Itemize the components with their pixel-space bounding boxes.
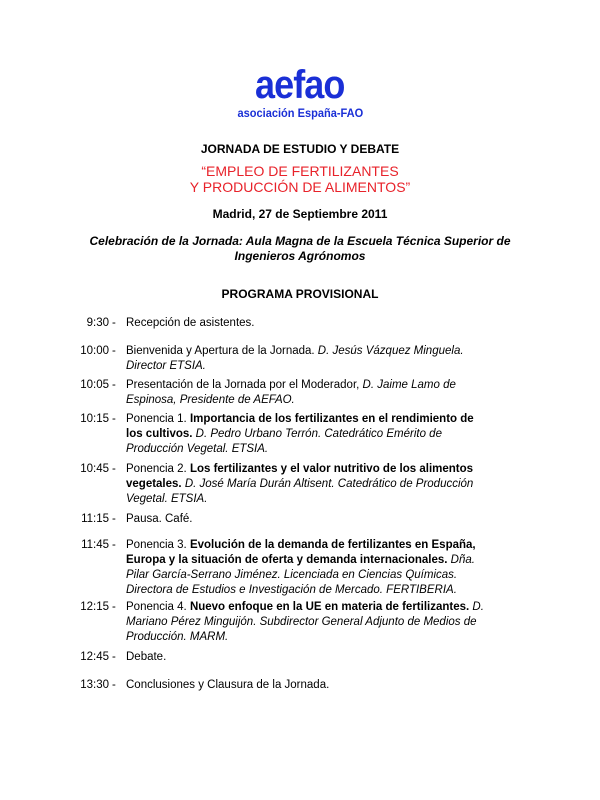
agenda-text-segment: D.	[472, 601, 484, 613]
agenda-text-segment: vegetales.	[126, 478, 185, 490]
agenda-line	[126, 359, 506, 374]
event-title	[0, 163, 600, 195]
agenda-text-segment: Pilar García-Serrano Jiménez. Licenciada en Ciencias Químicas.	[126, 569, 458, 581]
event-date: Madrid, 27 de Septiembre 2011	[212, 207, 388, 221]
agenda-text-segment: Ponencia 4.	[126, 601, 190, 613]
venue-line-1: Celebración de la Jornada: Aula Magna de la Escuela Técnica Superior de	[89, 234, 511, 248]
agenda-time: 12:45	[80, 651, 109, 663]
agenda-text-segment: D. Jesús Vázquez Minguela.	[317, 345, 464, 357]
agenda-dash: -	[112, 651, 116, 663]
venue-line-2: Ingenieros Agrónomos	[234, 249, 366, 263]
agenda-line	[126, 427, 506, 442]
agenda-text-segment: Evolución de la demanda de fertilizantes en España,	[189, 539, 476, 551]
agenda-text-segment: Ponencia 3.	[126, 539, 190, 551]
agenda-line	[126, 600, 506, 615]
agenda-text-segment: Dña.	[450, 554, 475, 566]
agenda-dash: -	[112, 513, 116, 525]
program-heading: PROGRAMA PROVISIONAL	[221, 287, 379, 301]
agenda-line	[126, 344, 506, 359]
agenda-description	[126, 344, 506, 374]
agenda-text-segment: Importancia de los fertilizantes en el rendimiento de	[189, 413, 474, 425]
agenda-text-segment: Ponencia 1.	[126, 413, 190, 425]
event-title-line-1: “EMPLEO DE FERTILIZANTES	[201, 163, 399, 179]
agenda-dash: -	[112, 679, 116, 691]
agenda-time: 10:15	[80, 413, 109, 425]
agenda-dash: -	[112, 601, 116, 613]
event-venue	[0, 234, 600, 264]
agenda-time: 11:45	[81, 539, 109, 551]
agenda-time: 11:15	[81, 513, 109, 525]
agenda-line	[126, 568, 506, 583]
agenda-text-segment: Directora de Estudios e Investigación de Mercado. FERTIBERIA.	[126, 584, 457, 596]
agenda-text-segment: Pausa. Café.	[126, 513, 193, 525]
agenda-text-segment: Producción Vegetal. ETSIA.	[126, 443, 269, 455]
agenda-time: 10:45	[80, 463, 109, 475]
agenda-time: 12:15	[80, 601, 109, 613]
agenda-description	[126, 316, 506, 331]
agenda-time: 10:05	[80, 379, 109, 391]
agenda-dash: -	[112, 317, 116, 329]
agenda-text-segment: D. Jaime Lamo de	[362, 379, 456, 391]
event-title-line-2: Y PRODUCCIÓN DE ALIMENTOS”	[189, 179, 411, 195]
agenda-time: 9:30	[86, 317, 109, 329]
agenda-description	[126, 538, 506, 598]
agenda-description	[126, 412, 506, 457]
agenda-description	[126, 378, 506, 408]
agenda-dash: -	[112, 345, 116, 357]
agenda-text-segment: los cultivos.	[126, 428, 196, 440]
agenda-description	[126, 678, 506, 693]
agenda-description	[126, 462, 506, 507]
agenda-line	[126, 538, 506, 553]
agenda-line	[126, 615, 506, 630]
agenda-text-segment: Nuevo enfoque en la UE en materia de fertilizantes.	[189, 601, 473, 613]
agenda-description	[126, 600, 506, 645]
agenda-line	[126, 512, 506, 527]
agenda-dash: -	[112, 463, 116, 475]
agenda-time: 10:00	[80, 345, 109, 357]
agenda-line	[126, 678, 506, 693]
agenda-text-segment: Debate.	[126, 651, 167, 663]
agenda-text-segment: Europa y la situación de oferta y demanda internacionales.	[126, 554, 451, 566]
agenda-text-segment: D. Pedro Urbano Terrón. Catedrático Emérito de	[195, 428, 442, 440]
agenda-text-segment: Director ETSIA.	[126, 360, 206, 372]
agenda-text-segment: Producción. MARM.	[126, 631, 229, 643]
logo-subtitle: asociación España-FAO	[237, 106, 363, 120]
agenda-line	[126, 316, 506, 331]
agenda-dash: -	[112, 379, 116, 391]
agenda-text-segment: Recepción de asistentes.	[126, 317, 255, 329]
agenda-line	[126, 553, 506, 568]
agenda-line	[126, 630, 506, 645]
agenda-description	[126, 650, 506, 665]
agenda-text-segment: Mariano Pérez Minguijón. Subdirector General Adjunto de Medios de	[126, 616, 477, 628]
agenda-text-segment: Conclusiones y Clausura de la Jornada.	[126, 679, 330, 691]
agenda-text-segment: Vegetal. ETSIA.	[126, 493, 208, 505]
logo-wordmark: aefao	[255, 63, 345, 107]
agenda-text-segment: Ponencia 2.	[126, 463, 190, 475]
agenda-text-segment: Presentación de la Jornada por el Moderador,	[126, 379, 363, 391]
event-type: JORNADA DE ESTUDIO Y DEBATE	[200, 142, 400, 156]
agenda-dash: -	[112, 413, 116, 425]
agenda-description	[126, 512, 506, 527]
agenda-line	[126, 462, 506, 477]
agenda-line	[126, 442, 506, 457]
agenda-line	[126, 412, 506, 427]
agenda-line	[126, 583, 506, 598]
agenda-text-segment: Bienvenida y Apertura de la Jornada.	[126, 345, 318, 357]
agenda-text-segment: Los fertilizantes y el valor nutritivo de los alimentos	[189, 463, 474, 475]
agenda-text-segment: D. José María Durán Altisent. Catedrático de Producción	[184, 478, 474, 490]
agenda-time: 13:30	[80, 679, 109, 691]
agenda-dash: -	[112, 539, 116, 551]
agenda-line	[126, 378, 506, 393]
agenda-line	[126, 650, 506, 665]
agenda-line	[126, 477, 506, 492]
aefao-logo	[0, 63, 600, 122]
agenda-line	[126, 492, 506, 507]
agenda-text-segment: Espinosa, Presidente de AEFAO.	[126, 394, 295, 406]
agenda-line	[126, 393, 506, 408]
